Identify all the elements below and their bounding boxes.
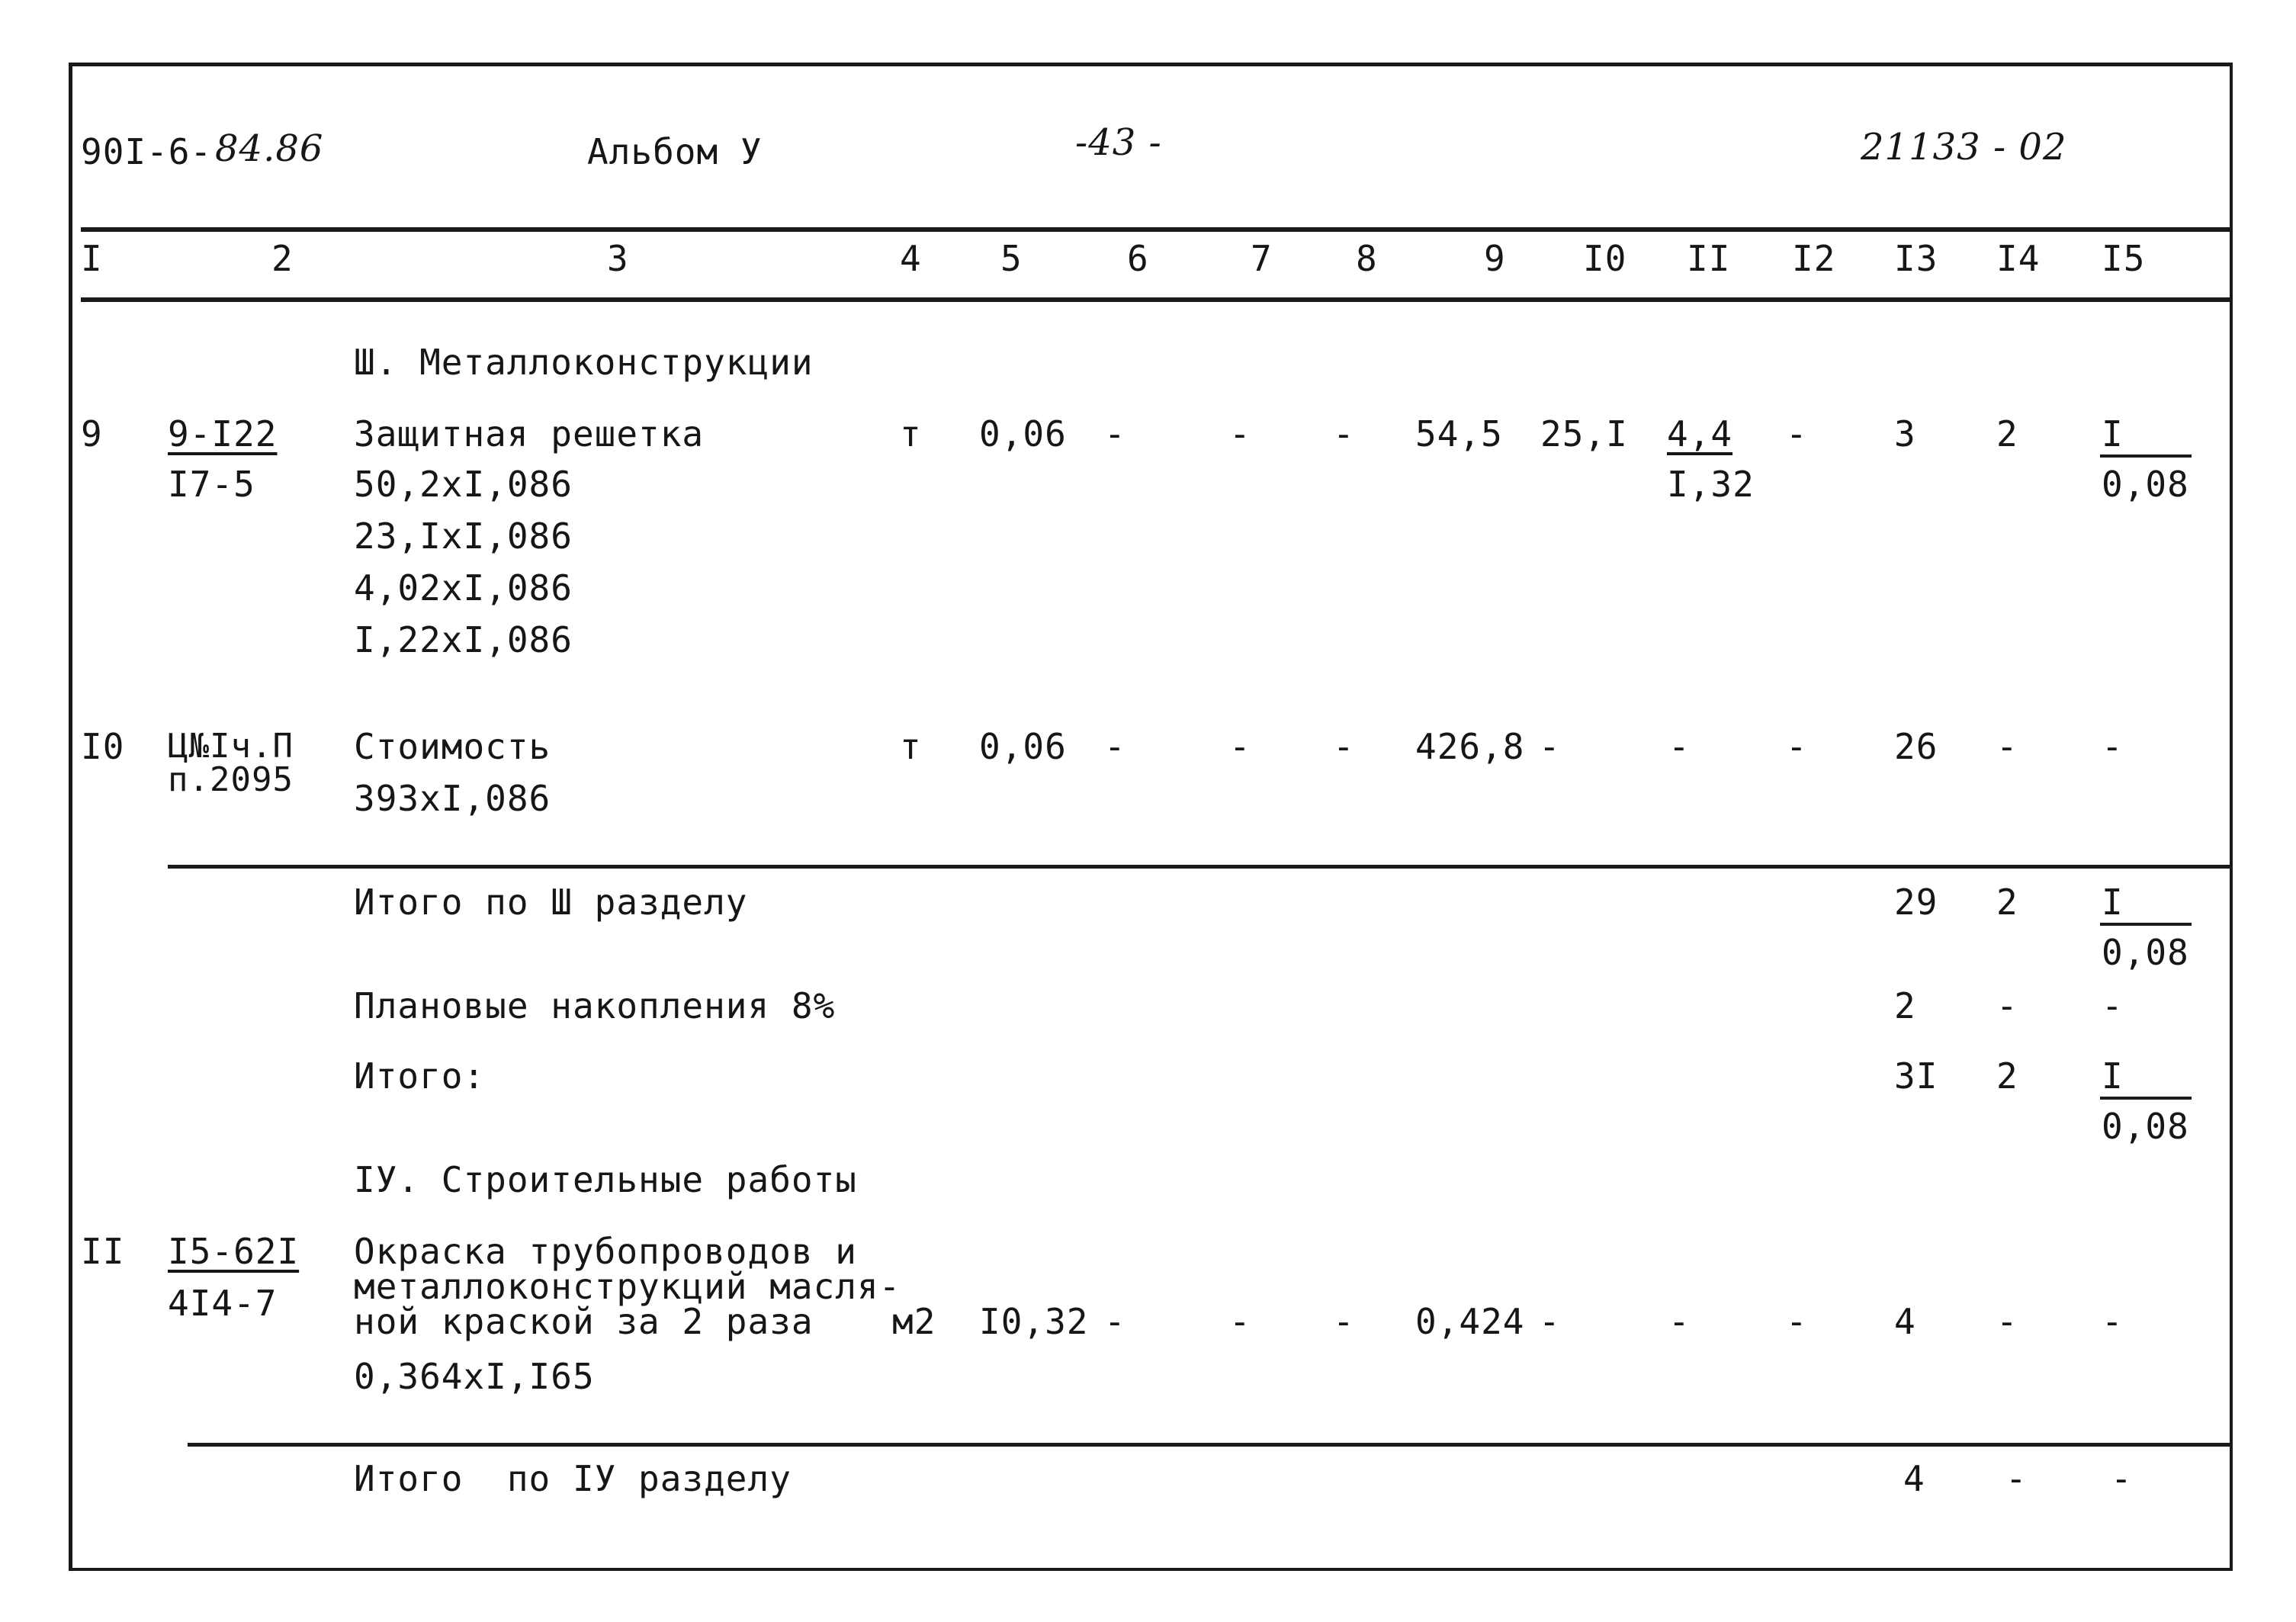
row-9-qty: 0,06 bbox=[979, 413, 1067, 454]
grand-total-fraction-bar bbox=[2100, 1097, 2192, 1100]
row-11-name-line3: ной краской за 2 раза bbox=[354, 1301, 814, 1342]
section-4-total-col15: - bbox=[2111, 1458, 2133, 1499]
doc-code-prefix: 90I-6- bbox=[81, 131, 213, 172]
col-header-15: I5 bbox=[2102, 238, 2146, 279]
row-11-code-bottom: 4I4-7 bbox=[168, 1283, 278, 1324]
row-11-col11: - bbox=[1668, 1301, 1691, 1342]
row-10-col11: - bbox=[1668, 726, 1691, 767]
row-9-code-bottom: I7-5 bbox=[168, 464, 255, 505]
row-11-col10: - bbox=[1539, 1301, 1561, 1342]
row-11-col8: - bbox=[1333, 1301, 1355, 1342]
row-10-col15: - bbox=[2102, 726, 2124, 767]
row-11-col13: 4 bbox=[1894, 1301, 1916, 1342]
row-11-unit: м2 bbox=[892, 1301, 936, 1342]
row-11-col14: - bbox=[1996, 1301, 2018, 1342]
album-label: Альбом У bbox=[587, 131, 763, 172]
section-4-title: IУ. Строительные работы bbox=[354, 1159, 857, 1200]
row-10-code-top: Ц№Iч.П bbox=[168, 727, 294, 766]
row-11-col9: 0,424 bbox=[1415, 1301, 1525, 1342]
row-10-calc-1: 393xI,086 bbox=[354, 778, 551, 819]
row-10-num: I0 bbox=[81, 726, 125, 767]
planned-accumulation-col15: - bbox=[2102, 985, 2124, 1026]
row-10-name: Стоимость bbox=[354, 726, 551, 767]
col-header-5: 5 bbox=[1000, 238, 1023, 279]
row-9-calc-4: I,22xI,086 bbox=[354, 619, 573, 660]
col-header-3: 3 bbox=[607, 238, 629, 279]
row-11-calc-1: 0,364xI,I65 bbox=[354, 1356, 595, 1397]
doc-code-handwritten: 84.86 bbox=[215, 127, 324, 170]
section-4-total-col14: - bbox=[2005, 1458, 2028, 1499]
col-header-9: 9 bbox=[1484, 238, 1506, 279]
row-9-calc-2: 23,IxI,086 bbox=[354, 516, 573, 557]
row-9-calc-1: 50,2xI,086 bbox=[354, 464, 573, 505]
row-9-unit: т bbox=[900, 413, 922, 454]
planned-accumulation-col13: 2 bbox=[1894, 985, 1916, 1026]
section-4-total-rule bbox=[188, 1443, 2230, 1447]
row-10-qty: 0,06 bbox=[979, 726, 1067, 767]
row-9-col7: - bbox=[1229, 413, 1251, 454]
row-9-col15-fraction-bar bbox=[2100, 454, 2192, 458]
row-10-col10: - bbox=[1539, 726, 1561, 767]
section-3-total-fraction-bar bbox=[2100, 923, 2192, 926]
row-11-col12: - bbox=[1786, 1301, 1808, 1342]
header-rule-top bbox=[81, 227, 2230, 232]
row-11-col6: - bbox=[1104, 1301, 1126, 1342]
row-9-calc-3: 4,02xI,086 bbox=[354, 567, 573, 609]
row-9-col11-top: 4,4 bbox=[1667, 413, 1733, 454]
row-10-unit: т bbox=[900, 726, 922, 767]
doc-number: 21133 - 02 bbox=[1861, 126, 2067, 169]
section-4-total-col13: 4 bbox=[1903, 1458, 1925, 1499]
section-4-total-label: Итого по IУ разделу bbox=[354, 1458, 792, 1499]
row-9-col11-bottom: I,32 bbox=[1667, 464, 1755, 505]
row-9-name: Защитная решетка bbox=[354, 413, 705, 454]
section-3-total-label: Итого по Ш разделу bbox=[354, 882, 748, 923]
row-9-col14: 2 bbox=[1996, 413, 2018, 454]
grand-total-label: Итого: bbox=[354, 1055, 486, 1097]
planned-accumulation-label: Плановые накопления 8% bbox=[354, 985, 836, 1026]
row-9-col15-bottom: 0,08 bbox=[2102, 464, 2189, 505]
col-header-6: 6 bbox=[1127, 238, 1149, 279]
col-header-4: 4 bbox=[900, 238, 922, 279]
section-3-total-rule bbox=[168, 865, 2230, 869]
section-3-total-col15-top: I bbox=[2102, 882, 2124, 923]
row-11-qty: I0,32 bbox=[979, 1301, 1089, 1342]
row-10-col14: - bbox=[1996, 726, 2018, 767]
row-10-col8: - bbox=[1333, 726, 1355, 767]
header-rule-bottom bbox=[81, 297, 2230, 302]
row-10-code-bottom: п.2095 bbox=[168, 760, 294, 799]
row-10-col6: - bbox=[1104, 726, 1126, 767]
col-header-14: I4 bbox=[1996, 238, 2041, 279]
row-11-col15: - bbox=[2102, 1301, 2124, 1342]
grand-total-col13: 3I bbox=[1894, 1055, 1938, 1097]
row-11-num: II bbox=[81, 1231, 125, 1272]
row-9-num: 9 bbox=[81, 413, 103, 454]
grand-total-col14: 2 bbox=[1996, 1055, 2018, 1097]
grand-total-col15-bottom: 0,08 bbox=[2102, 1106, 2189, 1147]
row-9-col12: - bbox=[1786, 413, 1808, 454]
page-number: -43 - bbox=[1075, 121, 1162, 164]
row-9-code-top: 9-I22 bbox=[168, 413, 278, 454]
row-10-col13: 26 bbox=[1894, 726, 1938, 767]
row-9-col10: 25,I bbox=[1540, 413, 1628, 454]
row-10-col12: - bbox=[1786, 726, 1808, 767]
row-11-name-line1: Окраска трубопроводов и bbox=[354, 1231, 857, 1272]
col-header-11: II bbox=[1687, 238, 1731, 279]
col-header-12: I2 bbox=[1792, 238, 1836, 279]
col-header-1: I bbox=[81, 238, 103, 279]
row-9-col15-top: I bbox=[2102, 413, 2124, 454]
row-10-col9: 426,8 bbox=[1415, 726, 1525, 767]
col-header-10: I0 bbox=[1583, 238, 1627, 279]
grand-total-col15-top: I bbox=[2102, 1055, 2124, 1097]
section-3-total-col14: 2 bbox=[1996, 882, 2018, 923]
section-3-title: Ш. Металлоконструкции bbox=[354, 342, 814, 383]
col-header-13: I3 bbox=[1894, 238, 1938, 279]
row-11-col7: - bbox=[1229, 1301, 1251, 1342]
col-header-8: 8 bbox=[1356, 238, 1378, 279]
section-3-total-col15-bottom: 0,08 bbox=[2102, 932, 2189, 973]
row-11-code-top: I5-62I bbox=[168, 1231, 300, 1272]
col-header-2: 2 bbox=[271, 238, 294, 279]
row-9-col13: 3 bbox=[1894, 413, 1916, 454]
row-9-col6: - bbox=[1104, 413, 1126, 454]
col-header-7: 7 bbox=[1251, 238, 1273, 279]
row-11-name-line2: металлоконструкций масля- bbox=[354, 1266, 901, 1307]
row-10-col7: - bbox=[1229, 726, 1251, 767]
row-9-col8: - bbox=[1333, 413, 1355, 454]
section-3-total-col13: 29 bbox=[1894, 882, 1938, 923]
row-9-col9: 54,5 bbox=[1415, 413, 1503, 454]
planned-accumulation-col14: - bbox=[1996, 985, 2018, 1026]
